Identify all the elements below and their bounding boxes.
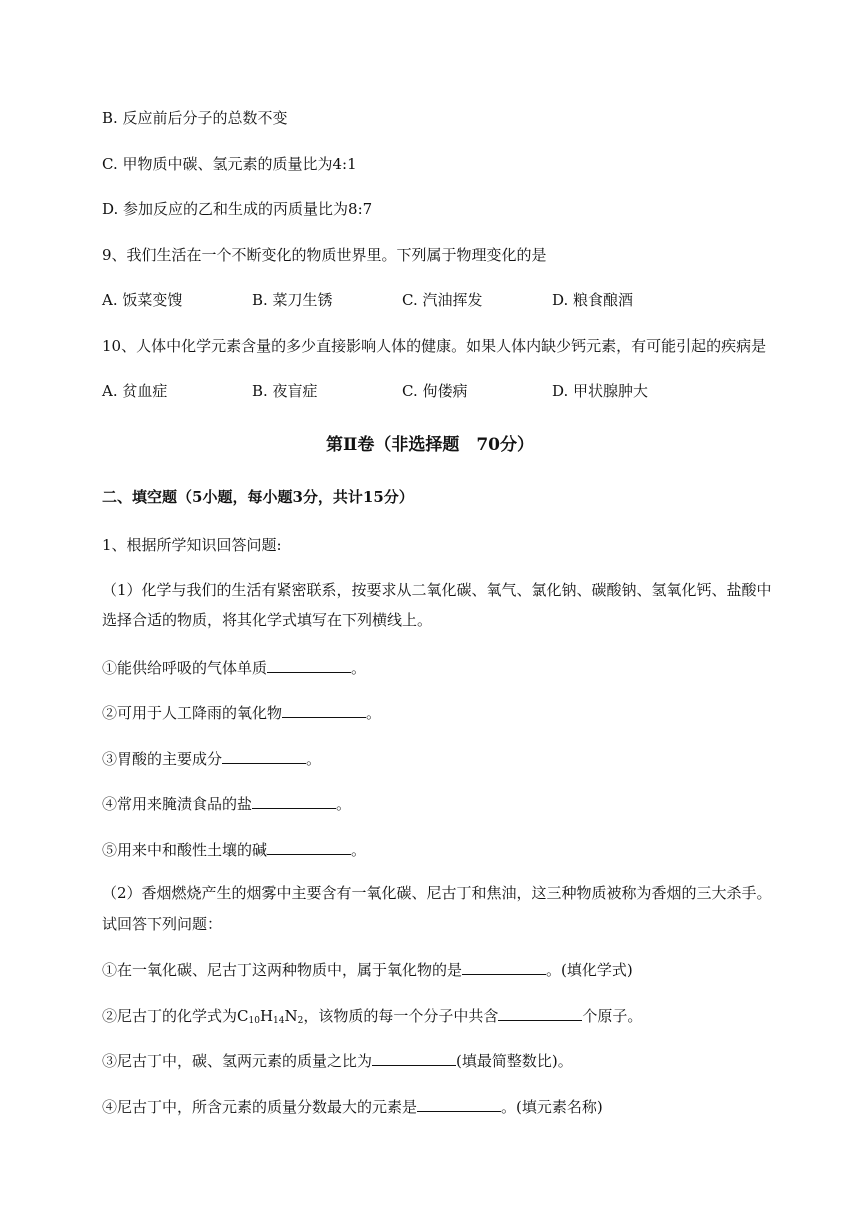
q10-stem: 10、人体中化学元素含量的多少直接影响人体的健康。如果人体内缺少钙元素，有可能引起的疾病是: [102, 337, 767, 355]
q1-sub2-item-2: ②尼古丁的化学式为$C_{10}H_{14}N_2$，该物质的每一个分子中共含 个原子。: [102, 1004, 642, 1031]
answer-blank[interactable]: [267, 656, 351, 673]
q9-options: [102, 290, 633, 310]
q1-sub2-item-4: ④尼古丁中，所含元素的质量分数最大的元素是 。(填元素名称): [102, 1095, 603, 1117]
q8-option-b: B. 反应前后分子的总数不变: [102, 109, 288, 127]
q10-option-d: D. 甲状腺肿大: [552, 382, 649, 400]
q1-sub1-item-2: ②可用于人工降雨的氧化物 。: [102, 701, 381, 723]
nicotine-formula: $C_{10}H_{14}N_2$: [237, 1007, 304, 1026]
answer-blank[interactable]: [222, 747, 306, 764]
answer-blank[interactable]: [267, 838, 351, 855]
q1-stem: 1、根据所学知识回答问题:: [102, 536, 282, 554]
q9-option-b: B. 菜刀生锈: [252, 291, 333, 309]
q1-sub2-item-3: ③尼古丁中，碳、氢两元素的质量之比为 (填最简整数比)。: [102, 1049, 573, 1071]
q1-sub2-line2: 试回答下列问题：: [102, 915, 223, 933]
q1-sub1-line1: （1）化学与我们的生活有紧密联系，按要求从二氧化碳、氧气、氯化钠、碳酸钠、氢氧化钙、盐酸中: [102, 581, 772, 599]
q9-option-a: A. 饭菜变馊: [102, 291, 183, 309]
q9-option-d: D. 粮食酿酒: [552, 291, 634, 309]
q10-option-a: A. 贫血症: [102, 382, 168, 400]
answer-blank[interactable]: [417, 1095, 501, 1112]
q10-option-b: B. 夜盲症: [252, 382, 318, 400]
q1-sub1-item-4: ④常用来腌渍食品的盐 。: [102, 792, 351, 814]
q10-option-c: C. 佝偻病: [402, 382, 468, 400]
part2-heading: 二、填空题（5小题，每小题3分，共计15分）: [102, 488, 414, 506]
q1-sub1-item-3: ③胃酸的主要成分 。: [102, 747, 321, 769]
q1-sub2-line1: （2）香烟燃烧产生的烟雾中主要含有一氧化碳、尼古丁和焦油，这三种物质被称为香烟的三大杀手。: [102, 884, 772, 902]
q8-option-c: C. 甲物质中碳、氢元素的质量比为4:1: [102, 155, 357, 173]
q1-sub2-item-1: ①在一氧化碳、尼古丁这两种物质中，属于氧化物的是 。(填化学式): [102, 958, 633, 980]
answer-blank[interactable]: [372, 1049, 456, 1066]
answer-blank[interactable]: [252, 792, 336, 809]
q10-options: [102, 381, 648, 401]
answer-blank[interactable]: [282, 701, 366, 718]
q9-stem: 9、我们生活在一个不断变化的物质世界里。下列属于物理变化的是: [102, 246, 547, 264]
answer-blank[interactable]: [498, 1004, 582, 1021]
q1-sub1-item-1: ①能供给呼吸的气体单质 。: [102, 656, 366, 678]
answer-blank[interactable]: [462, 958, 546, 975]
q8-option-d: D. 参加反应的乙和生成的丙质量比为8:7: [102, 200, 373, 218]
q9-option-c: C. 汽油挥发: [402, 291, 483, 309]
q1-sub1-item-5: ⑤用来中和酸性土壤的碱 。: [102, 838, 366, 860]
q1-sub1-line2: 选择合适的物质，将其化学式填写在下列横线上。: [102, 611, 433, 629]
section-title: 第Ⅱ卷（非选择题 70分）: [326, 435, 534, 455]
